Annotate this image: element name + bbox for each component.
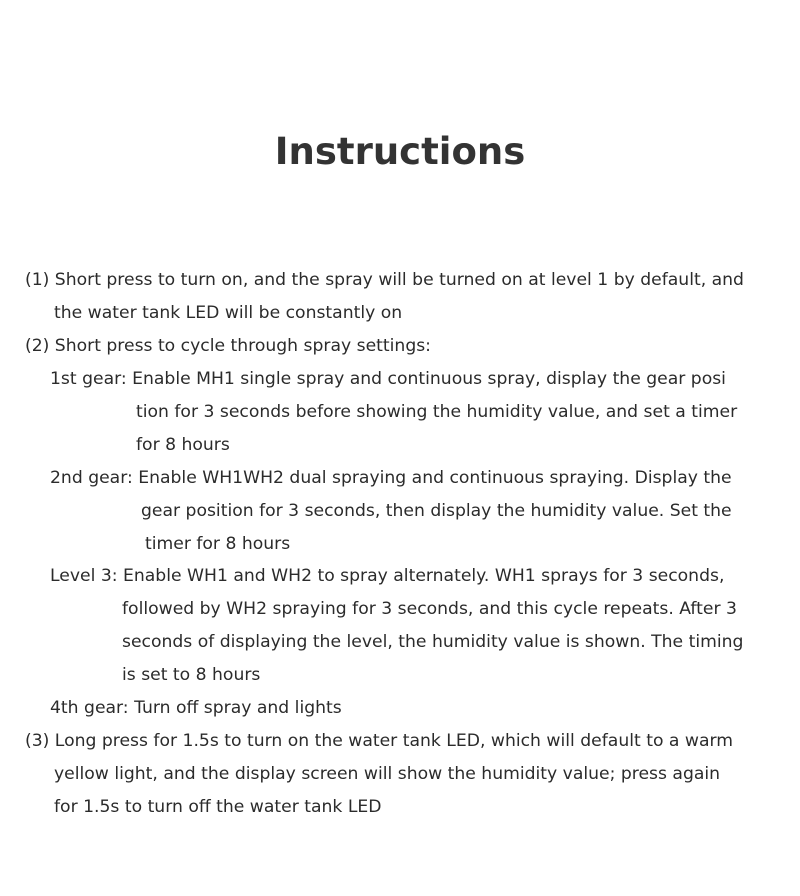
- gear-2-line-2: gear position for 3 seconds, then display the humidity value. Set the: [141, 501, 732, 521]
- gear-1-line-3: for 8 hours: [136, 435, 230, 455]
- instruction-3-line-2: yellow light, and the display screen will show the humidity value; press again: [54, 764, 721, 784]
- gear-1-line-2: tion for 3 seconds before showing the humidity value, and set a timer: [136, 402, 738, 422]
- instruction-3-line-3: for 1.5s to turn off the water tank LED: [54, 797, 382, 817]
- instruction-2-intro: (2) Short press to cycle through spray settings:: [25, 336, 431, 356]
- gear-3-line-4: is set to 8 hours: [122, 665, 261, 685]
- gear-2-line-1: 2nd gear: Enable WH1WH2 dual spraying and continuous spraying. Display the: [50, 468, 732, 488]
- gear-3-line-1: Level 3: Enable WH1 and WH2 to spray alternately. WH1 sprays for 3 seconds,: [50, 566, 725, 586]
- page-title: Instructions: [274, 130, 526, 173]
- gear-1-line-1: 1st gear: Enable MH1 single spray and continuous spray, display the gear posi: [50, 369, 726, 389]
- gear-2-line-3: timer for 8 hours: [145, 534, 291, 554]
- gear-4-line-1: 4th gear: Turn off spray and lights: [50, 698, 342, 718]
- gear-3-line-2: followed by WH2 spraying for 3 seconds, and this cycle repeats. After 3: [122, 599, 737, 619]
- instruction-1-line-1: (1) Short press to turn on, and the spray will be turned on at level 1 by default, and: [25, 270, 744, 290]
- instruction-3-line-1: (3) Long press for 1.5s to turn on the water tank LED, which will default to a warm: [25, 731, 734, 751]
- instruction-1-line-2: the water tank LED will be constantly on: [54, 303, 403, 323]
- gear-3-line-3: seconds of displaying the level, the humidity value is shown. The timing: [122, 632, 744, 652]
